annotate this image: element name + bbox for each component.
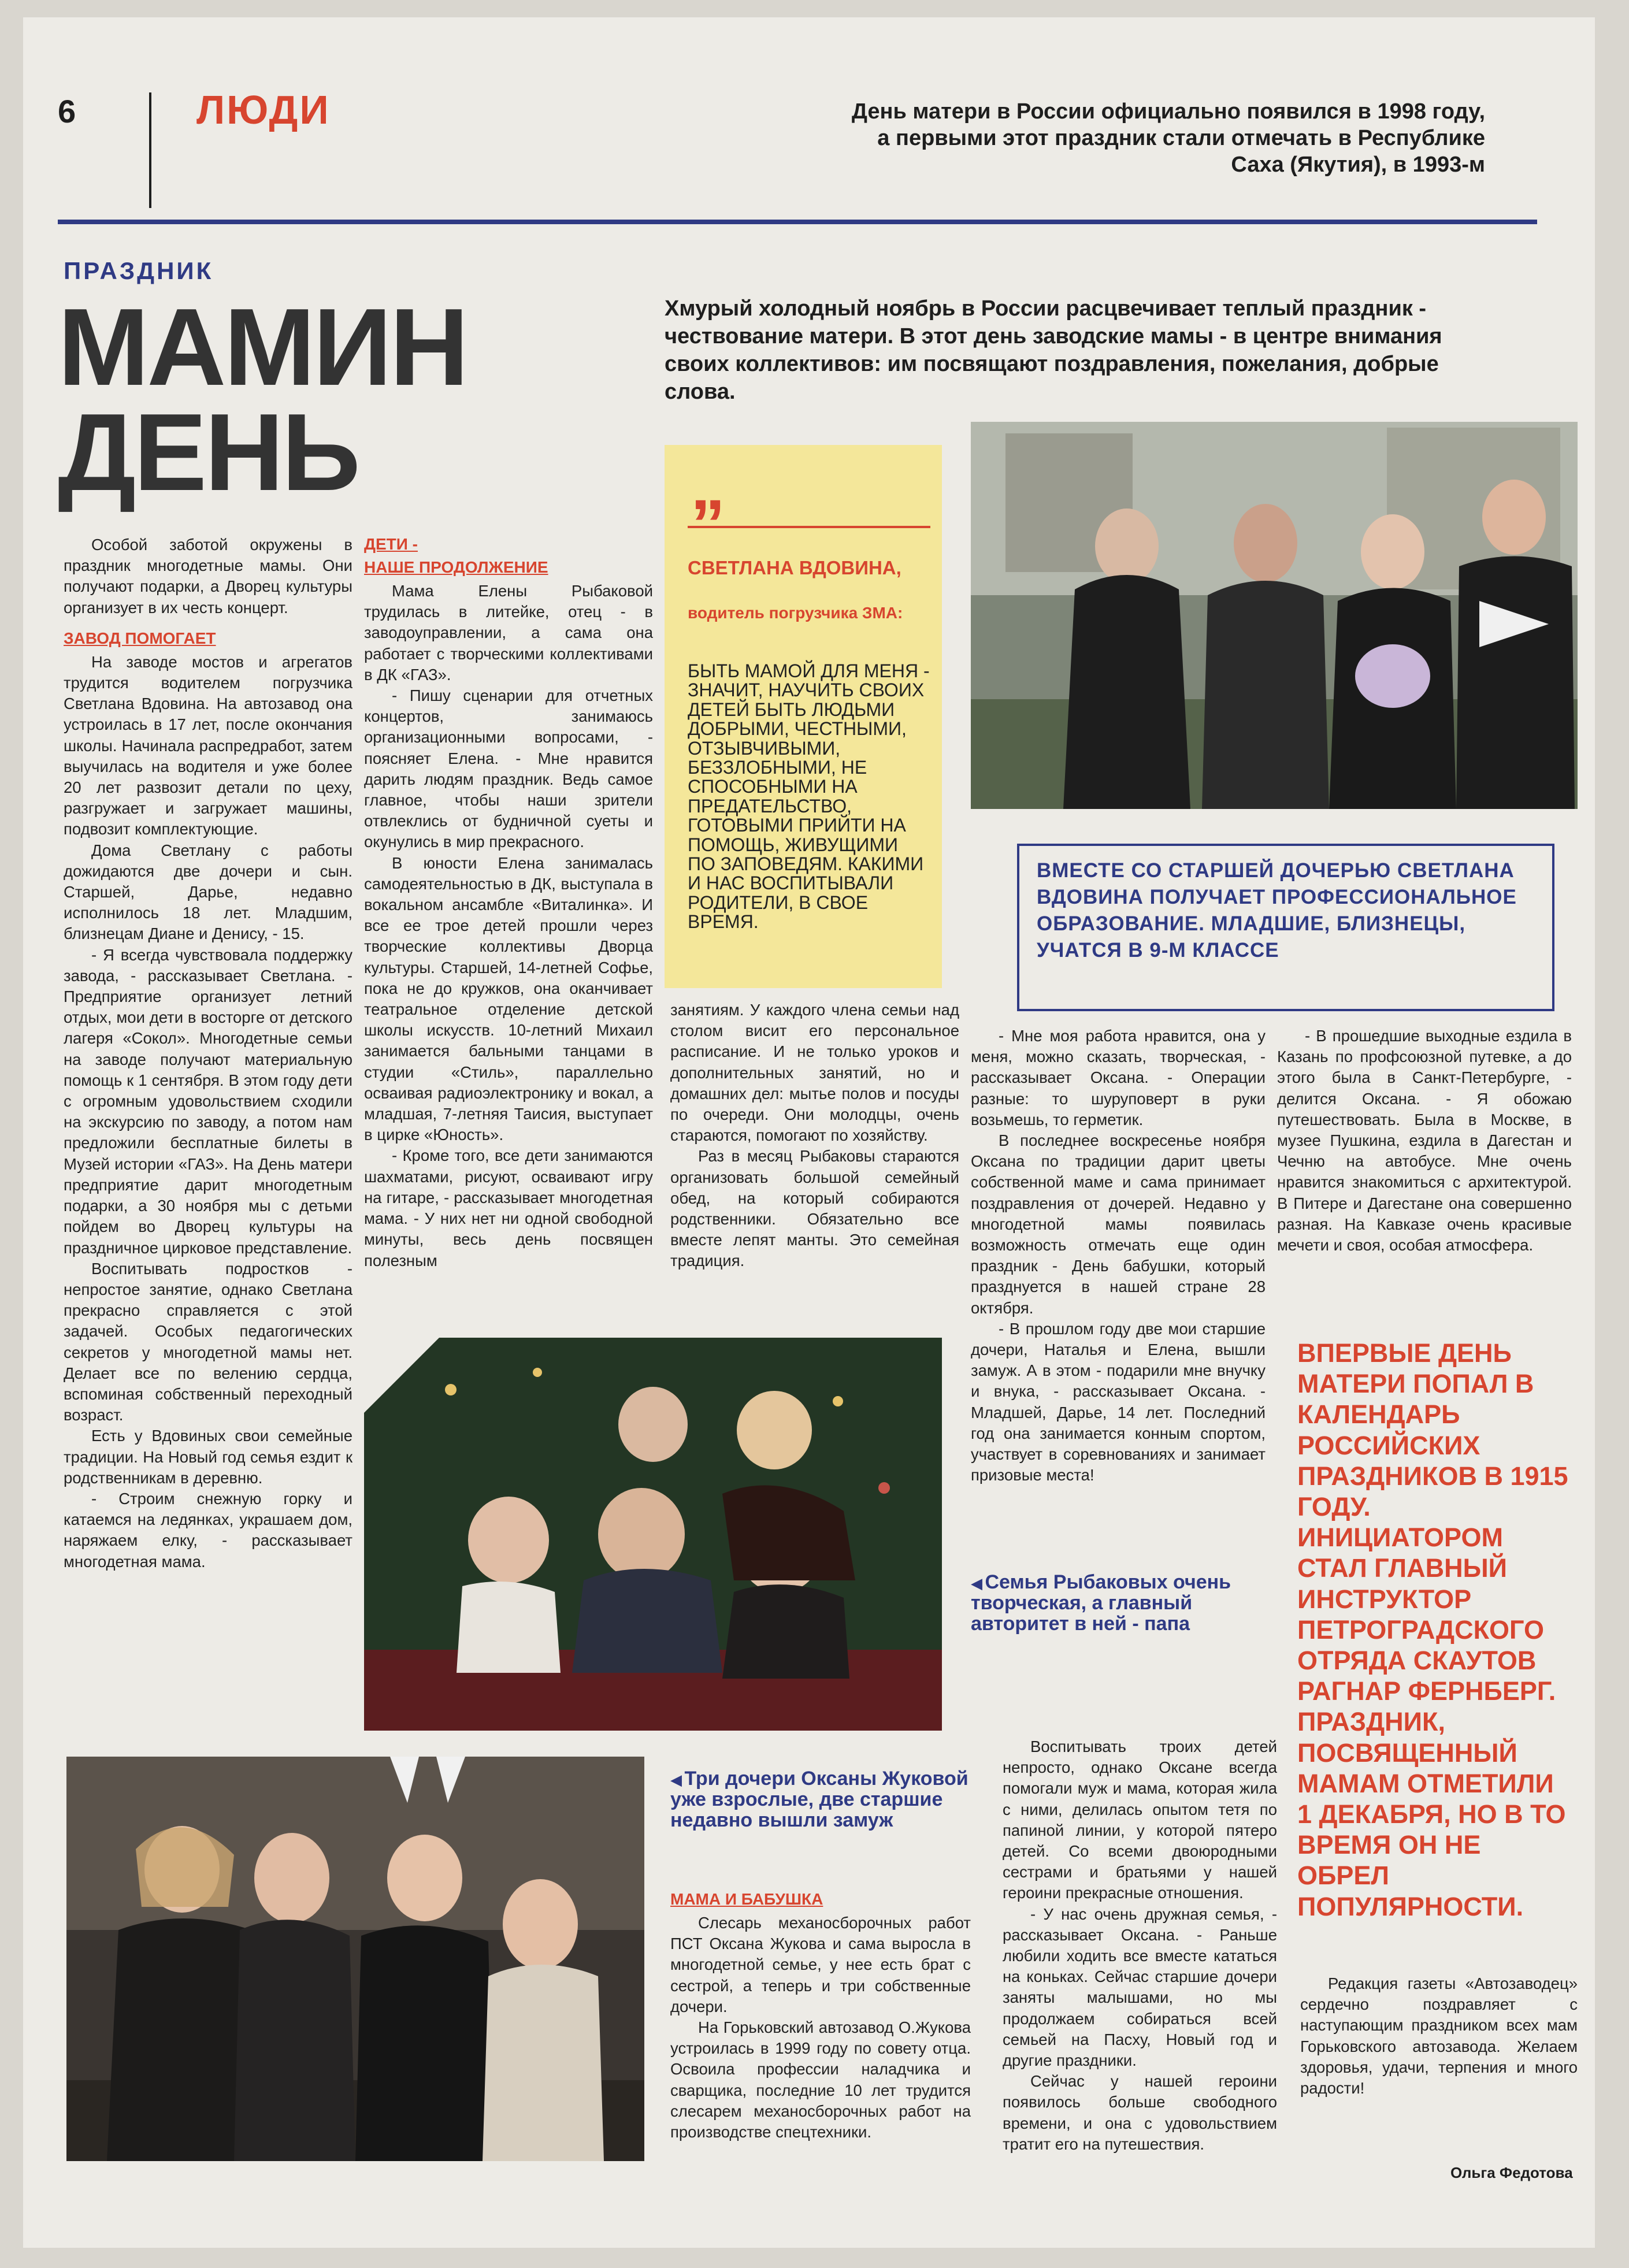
photo-caption-top [1017,844,1554,1011]
paragraph: - Пишу сценарии для отчетных концертов, занимаюсь организационными вопросами, - поясняет Елена. - Мне нравится дарить людям праздник. Ведь самое главное, чтобы наши зрители отвлеклись от будничной суеты и окунулись в мир прекрасного. [364,686,653,851]
subhead-mama-babushka: МАМА И БАБУШКА [670,1890,823,1908]
column-zhukova [670,1890,971,2143]
article-title [58,286,601,514]
quote-rule [688,526,930,528]
column-right-bottom [1003,1736,1277,2155]
page-number: 6 [58,93,76,129]
paragraph: Слесарь механосборочных работ ПСТ Оксана Жукова и сама выросла в многодетной семье, у нее есть брат с сестрой, а теперь и три собственные дочери. [670,1914,971,2015]
photo-rybakov-family [364,1338,942,1731]
column-2 [364,534,653,1271]
paragraph: - В прошедшие выходные ездила в Казань по профсоюзной путевке, а до этого была в Санкт-Петербурге, - делится Оксана. - Я обожаю путешествовать. Была в Москве, в музее Пушкина, ездила в Дагестан и Чечню на автобусе. Мне очень нравится знакомиться с архитектурой. В Питере и Дагестане она совершенно разная. На Кавказе очень красивые мечети и своя, особая атмосфера. [1277,1027,1572,1254]
rubric: ПРАЗДНИК [64,257,214,284]
caption-rybakovs [971,1572,1271,1634]
paragraph: Раз в месяц Рыбаковы стараются организовать большой семейный обед, на который собираются родственники. Обязательно все вместе лепят манты. Это семейная традиция. [670,1147,959,1270]
paragraph: На заводе мостов и агрегатов трудится водителем погрузчика Светлана Вдовина. На автозавод она устроилась в 17 лет, после окончания школы. Начинала распредработ, затем выучилась на водителя и уже более 20 лет развозит детали по цеху, разгружает и загружает машины, подвозит комплектующие. [64,652,352,838]
newspaper-page [23,17,1595,2248]
paragraph: На Горьковский автозавод О.Жукова устроилась в 1999 году по совету отца. Освоила профессии наладчика и сварщика, последние 10 лет трудится слесарем механосборочных работ на производстве спецтехники. [670,2018,971,2141]
photo-caption-top-text: ВМЕСТЕ СО СТАРШЕЙ ДОЧЕРЬЮ СВЕТЛАНА ВДОВИНА ПОЛУЧАЕТ ПРОФЕССИОНАЛЬНОЕ ОБРАЗОВАНИЕ. МЛАДШИЕ, БЛИЗНЕЦЫ, УЧАТСЯ В 9-М КЛАССЕ [1037,859,1517,962]
sidebar-fact: ВПЕРВЫЕ ДЕНЬ МАТЕРИ ПОПАЛ В КАЛЕНДАРЬ РОССИЙСКИХ ПРАЗДНИКОВ В 1915 ГОДУ. ИНИЦИАТОРОМ СТАЛ ГЛАВНЫЙ ИНСТРУКТОР ПЕТРОГРАДСКОГО ОТРЯДА СКАУТОВ РАГНАР ФЕРНБЕРГ. ПРАЗДНИК, ПОСВЯЩЕННЫЙ МАМАМ ОТМЕТИЛИ 1 ДЕКАБРЯ, НО В ТО ВРЕМЯ ОН НЕ ОБРЕЛ ПОПУЛЯРНОСТИ. [1297,1338,1568,1921]
quote-mark-icon: „ [691,447,725,524]
paragraph: В юности Елена занималась самодеятельностью в ДК, выступала в вокальном ансамбле «Виталинка». И все ее трое детей прошли через творческие коллективы Дворца культуры. Старшей, 14-летней Софье, пока не до кружков, она оканчивает театральное отделение детской школы искусств. 10-летний Михаил занимается бальными танцами в студии «Стиль», параллельно осваивая радиоэлектронику и вокал, а младшая, 7-летняя Таисия, выступает в цирке «Юность». [364,853,653,1144]
paragraph: Сейчас у нашей героини появилось больше свободного времени, и она с удовольствием тратит его на путешествия. [1003,2072,1277,2153]
title-line-2: ДЕНЬ [58,391,358,514]
header-fact: День матери в России официально появился в 1998 году, а первыми этот праздник стали отмечать в Республике Саха (Якутия), в 1993-м [851,99,1485,177]
caption-zhukova [670,1768,994,1831]
subhead-zavod: ЗАВОД ПОМОГАЕТ [64,629,216,647]
column-1 [64,534,352,1572]
caption-zhukova-text: Три дочери Оксаны Жуковой уже взрослые, две старшие недавно вышли замуж [670,1768,969,1831]
quote-text: БЫТЬ МАМОЙ ДЛЯ МЕНЯ - ЗНАЧИТ, НАУЧИТЬ СВОИХ ДЕТЕЙ БЫТЬ ЛЮДЬМИ ДОБРЫМИ, ЧЕСТНЫМИ, ОТЗЫВЧИВЫМИ, БЕЗЗЛОБНЫМИ, НЕ СПОСОБНЫМИ НА ПРЕДАТЕЛЬСТВО, ГОТОВЫМИ ПРИЙТИ НА ПОМОЩЬ, ЖИВУЩИМИ ПО ЗАПОВЕДЯМ. КАКИМИ И НАС ВОСПИТЫВАЛИ РОДИТЕЛИ, В СВОЕ ВРЕМЯ. [688,660,930,933]
header-rule [58,220,1537,224]
title-line-1: МАМИН [58,286,467,409]
paragraph: Дома Светлану с работы дожидаются две дочери и сын. Старшей, Дарье, недавно исполнилось 18 лет. Младшим, близнецам Диане и Денису, - 15. [64,841,352,943]
column-5 [1277,1026,1572,1256]
header-divider [149,92,151,208]
paragraph: занятиям. У каждого члена семьи над столом висит его персональное расписание. И не только уроков и дополнительных занятий, но и домашних дел: мытье полов и посуды по очереди. Они молодцы, очень стараются, помогают по хозяйству. [670,1001,959,1145]
paragraph: - У нас очень дружная семья, - рассказывает Оксана. - Раньше любили ходить все вместе кататься на коньках. Сейчас старшие дочери заняты малышами, но мы продолжаем собираться всей семьей на Пасху, Новый год и другие праздники. [1003,1905,1277,2070]
greeting-text: Редакция газеты «Автозаводец» сердечно поздравляет с наступающим праздником всех мам Горьковского автозавода. Желаем здоровья, удачи, терпения и много радости! [1300,1974,1578,2098]
quote-author-name: СВЕТЛАНА ВДОВИНА, [688,557,901,578]
paragraph: Воспитывать подростков - непростое занятие, однако Светлана прекрасно справляется с этой задачей. Особых педагогических секретов у многодетной мамы нет. Делает все по велению сердца, вспоминая собственный переходный возраст. [64,1259,352,1424]
subhead-deti-2: НАШЕ ПРОДОЛЖЕНИЕ [364,558,548,576]
section-title: ЛЮДИ [196,87,331,132]
triangle-left-icon: ◀ [971,1575,982,1592]
photo-vdovina-family [971,422,1578,809]
caption-rybakovs-text: Семья Рыбаковых очень творческая, а главный авторитет в ней - папа [971,1571,1231,1635]
author-name: Ольга Федотова [1450,2164,1573,2181]
article-lead: Хмурый холодный ноябрь в России расцвечивает теплый праздник - чествование матери. В этот день заводские мамы - в центре внимания своих коллективов: им посвящают поздравления, пожелания, добрые слова. [665,296,1442,404]
paragraph: Есть у Вдовиных свои семейные традиции. На Новый год семья ездит к родственникам в деревню. [64,1427,352,1487]
photo-zhukova-family [66,1757,644,2161]
paragraph: - Мне моя работа нравится, она у меня, можно сказать, творческая, - рассказывает Оксана. - Операции разные: то шуруповерт в руки возьмешь, то герметик. [971,1027,1266,1129]
paragraph: В последнее воскресенье ноября Оксана по традиции дарит цветы собственной маме и сама принимает поздравления от дочерей. Недавно у многодетной мамы появилась возможность отмечать еще один праздник - День бабушки, который празднуется в нашей стране 28 октября. [971,1131,1266,1317]
subhead-deti-1: ДЕТИ - [364,535,418,553]
paragraph: Мама Елены Рыбаковой трудилась в литейке, отец - в заводоуправлении, а сама она работает с творческими коллективами в ДК «ГАЗ». [364,582,653,684]
paragraph: Воспитывать троих детей непросто, однако Оксане всегда помогали муж и мама, которая жила с ними, делилась опытом тетя по папиной линии, у которой пятеро детей. Со всеми двоюродными сестрами и братьями у нашей героини прекрасные отношения. [1003,1738,1277,1902]
intro-text: Особой заботой окружены в праздник многодетные мамы. Они получают подарки, а Дворец культуры организует в их честь концерт. [64,536,352,617]
quote-author-role: водитель погрузчика ЗМА: [688,604,903,622]
triangle-left-icon: ◀ [670,1771,682,1788]
paragraph: - Я всегда чувствовала поддержку завода, - рассказывает Светлана. - Предприятие организует летний отдых, мои дети в восторге от детского лагеря «Сокол». Многодетные семьи на заводе получают материальную помощь к 1 сентября. В этом году дети с огромным удовольствием сходили на экскурсию по заводу, а потом нам предложили бесплатные билеты в Музей истории «ГАЗ». На День матери предприятие дарит многодетным подарки, а 30 ноября мы с детьми пойдем во Дворец культуры на праздничное цирковое представление. [64,945,352,1257]
paragraph: - В прошлом году две мои старшие дочери, Наталья и Елена, вышли замуж. А в этом - подарили мне внучку и внука, - рассказывает Оксана. - Младшей, Дарье, 14 лет. Последний год она занимается конным спортом, участвует в соревнованиях и занимает призовые места! [971,1319,1266,1484]
editorial-greeting [1300,1973,1578,2099]
column-4 [971,1026,1266,1486]
column-3 [670,1000,959,1272]
paragraph: - Кроме того, все дети занимаются шахматами, рисуют, осваивают игру на гитаре, - рассказывает многодетная мама. - У них нет ни одной свободной минуты, весь день посвящен полезным [364,1146,653,1270]
paragraph: - Строим снежную горку и катаемся на ледянках, украшаем дом, наряжаем елку, - рассказывает многодетная мама. [64,1489,352,1571]
